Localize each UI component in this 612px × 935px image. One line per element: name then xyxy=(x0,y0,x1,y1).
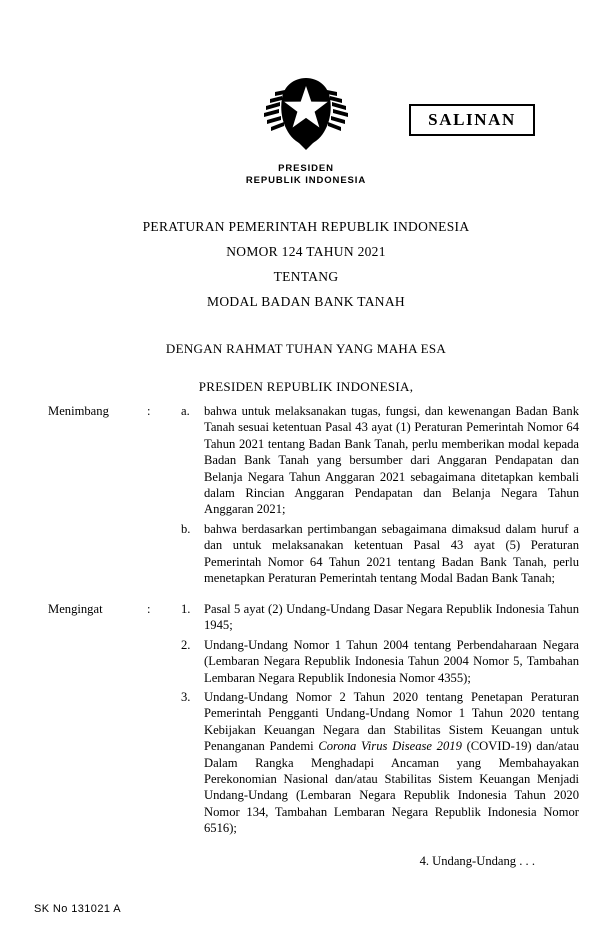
document-footer-code: SK No 131021 A xyxy=(34,903,121,915)
list-item-text: Undang-Undang Nomor 1 Tahun 2004 tentang Perbendaharaan Negara (Lembaran Negara Republik Indonesia Tahun 2004 Nomor 5, Tambahan Lembaran Negara Republik Indonesia Nomor 4355); xyxy=(204,637,579,685)
list-item-marker: a. xyxy=(181,404,190,418)
considering-label: Menimbang xyxy=(48,404,109,418)
list-item xyxy=(181,637,579,686)
list-item xyxy=(181,403,579,518)
title-line-regulation: PERATURAN PEMERINTAH REPUBLIK INDONESIA xyxy=(142,219,470,234)
page-title xyxy=(0,214,612,314)
list-item-text: bahwa berdasarkan pertimbangan sebagaimana dimaksud dalam huruf a dan untuk melaksanakan ketentuan Pasal 43 ayat (5) Peraturan Pemerintah Nomor 64 Tahun 2021 tentang Badan Bank Tanah, perlu menetapkan Peraturan Pemerintah tentang Modal Badan Bank Tanah; xyxy=(204,521,579,586)
page-continuation-note: 4. Undang-Undang . . . xyxy=(419,854,535,868)
recalling-label: Mengingat xyxy=(48,602,103,616)
list-item-text: Pasal 5 ayat (2) Undang-Undang Dasar Negara Republik Indonesia Tahun 1945; xyxy=(204,602,579,633)
salinan-stamp-label: SALINAN xyxy=(428,110,516,129)
list-item-text: bahwa untuk melaksanakan tugas, fungsi, dan kewenangan Badan Bank Tanah sesuai ketentuan Pasal 43 ayat (1) Peraturan Pemerintah Nomor 64 Tahun 2021 tentang Badan Bank Tanah, perlu memberikan modal kepada Badan Bank Tanah yang bersumber dari Anggaran Pendapatan dan Belanja Negara Tahun Anggaran 2021 sebagaimana ditetapkan kembali dalam Rincian Anggaran Pendapatan dan Belanja Negara Tahun Anggaran 2021; xyxy=(204,404,579,517)
list-item-text-part1: Undang-Undang Nomor 2 Tahun 2020 tentang Penetapan Peraturan Pemerintah Pengganti Undang-Undang Nomor 1 Tahun 2020 tentang Kebijakan Keuangan Negara dan Stabilitas Sistem Keuangan untuk Penanganan Pandemi xyxy=(204,690,579,754)
title-line-number: NOMOR 124 TAHUN 2021 xyxy=(226,244,386,259)
garuda-star-emblem-icon xyxy=(258,72,354,150)
list-item-text-italic: Corona Virus Disease 2019 xyxy=(318,739,462,754)
list-item-text-part2: (COVID-19) dan/atau Dalam Rangka Menghadapi Ancaman yang Membahayakan Perekonomian Nasional dan/atau Stabilitas Sistem Keuangan Menjadi Undang-Undang (Lembaran Negara Republik Indonesia Tahun 2020 Nomor 134, Tambahan Lembaran Negara Republik Indonesia Nomor 6516); xyxy=(204,739,579,836)
considering-items xyxy=(181,403,579,589)
list-item-text xyxy=(204,689,579,837)
list-item-marker: 3. xyxy=(181,690,191,705)
considering-colon: : xyxy=(147,404,151,418)
list-item xyxy=(181,601,579,634)
preamble-authority: PRESIDEN REPUBLIK INDONESIA, xyxy=(198,379,414,394)
seal-caption-line-1: PRESIDEN xyxy=(278,163,334,174)
seal-caption-line-2: REPUBLIK INDONESIA xyxy=(245,175,367,186)
salinan-stamp xyxy=(409,104,535,136)
list-item-marker: 1. xyxy=(181,602,191,616)
list-item-marker: 2. xyxy=(181,637,191,652)
recalling-colon: : xyxy=(147,602,151,616)
title-line-about: TENTANG xyxy=(273,269,339,284)
title-line-subject: MODAL BADAN BANK TANAH xyxy=(207,294,405,309)
preamble-blessing: DENGAN RAHMAT TUHAN YANG MAHA ESA xyxy=(165,341,447,356)
list-item xyxy=(181,689,579,837)
recalling-items xyxy=(181,601,579,840)
list-item-marker: b. xyxy=(181,521,191,536)
list-item xyxy=(181,521,579,587)
